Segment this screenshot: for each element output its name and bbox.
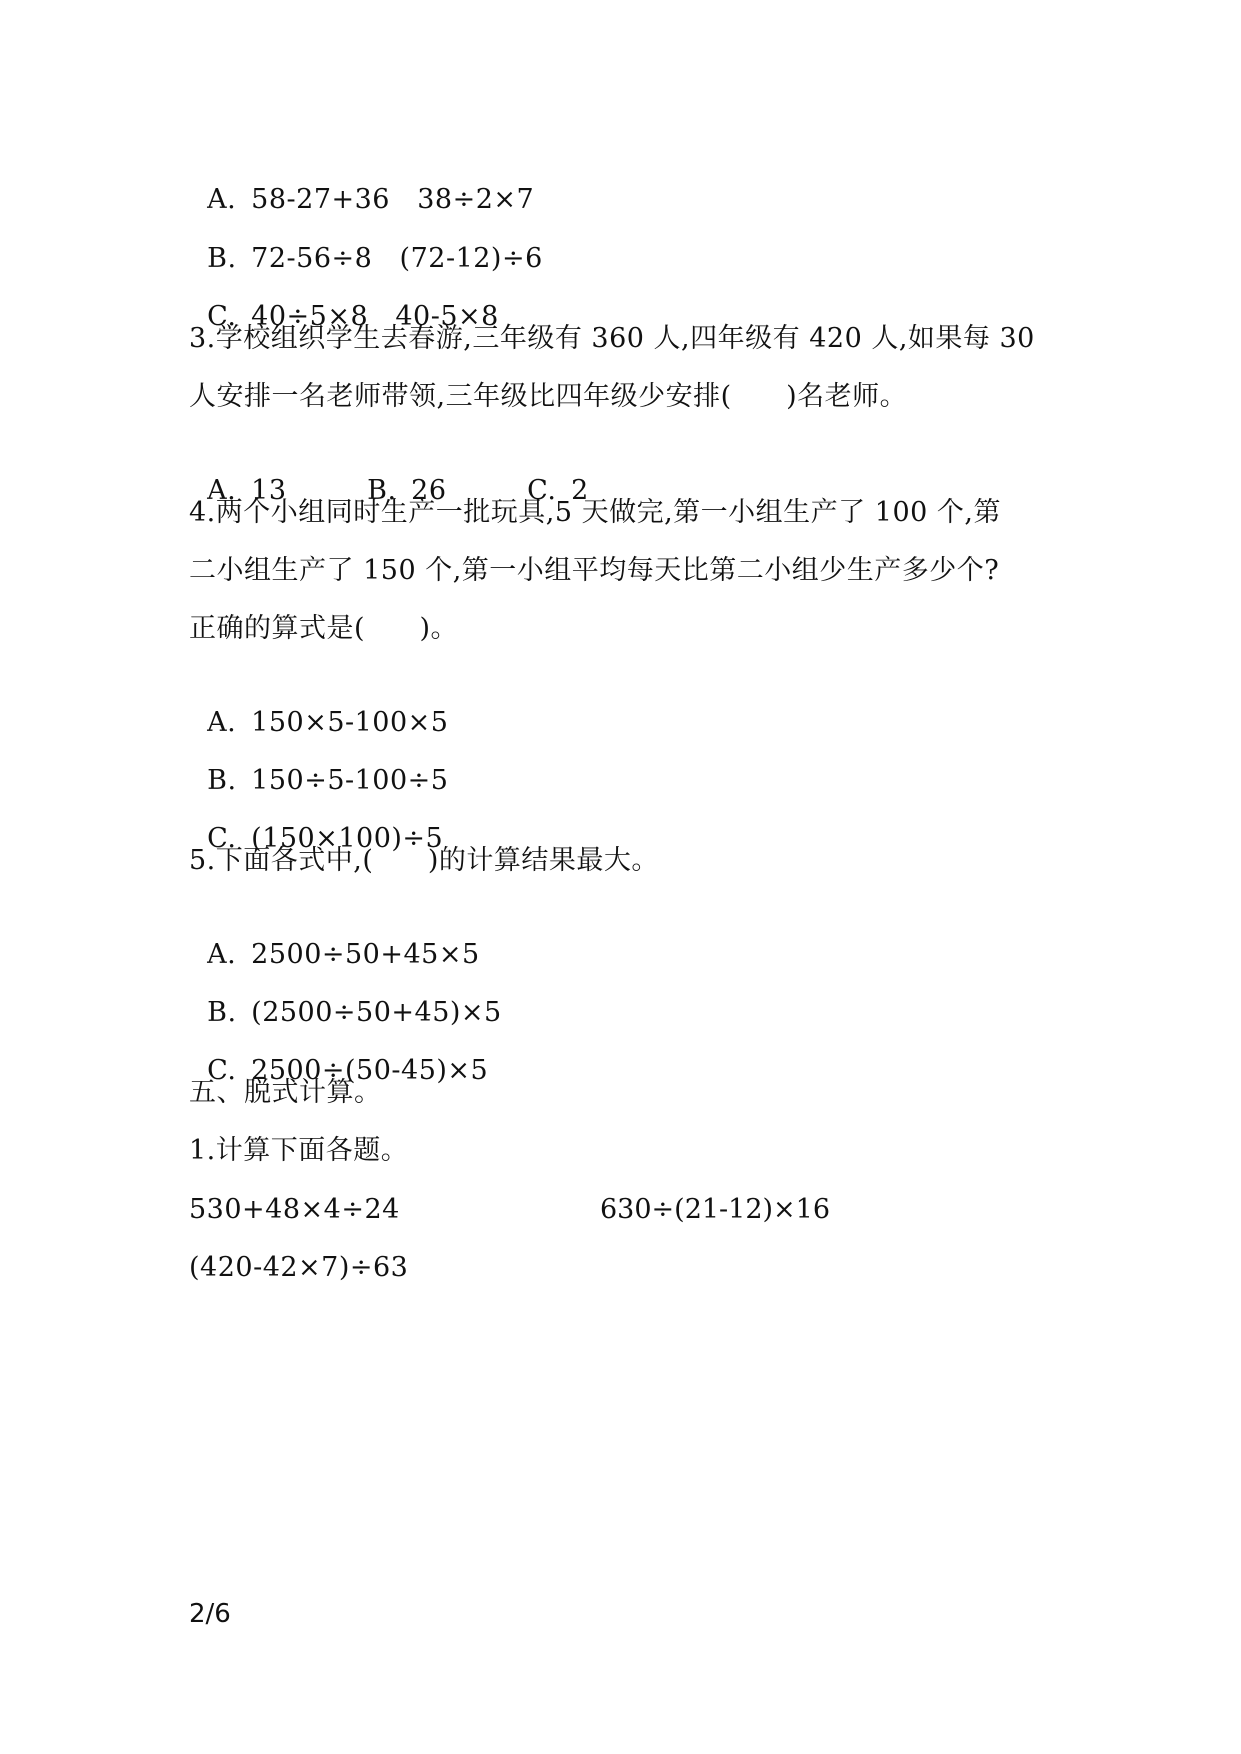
option-text: 13	[251, 475, 287, 506]
option-letter: C.	[527, 475, 557, 506]
option-text: (2500÷50+45)×5	[251, 997, 502, 1028]
option-letter: B.	[207, 765, 237, 796]
option-letter: C.	[207, 823, 237, 854]
option-text: 26	[411, 475, 447, 506]
option-letter: A.	[207, 184, 237, 215]
option-letter: B.	[207, 997, 237, 1028]
option-letter: A.	[207, 707, 237, 738]
q4-stem-line3: 正确的算式是( )。	[189, 613, 459, 644]
section-heading: 五、脱式计算。	[189, 1077, 382, 1108]
option-letter: B.	[207, 243, 237, 274]
option-text: 40÷5×8 40-5×8	[251, 301, 499, 332]
option-letter: A.	[207, 475, 237, 506]
option-text: 58-27+36 38÷2×7	[251, 184, 535, 215]
option-text: 2500÷(50-45)×5	[251, 1055, 489, 1086]
option-text: 150×5-100×5	[251, 707, 449, 738]
option-text: 2500÷50+45×5	[251, 939, 480, 970]
option-letter: C.	[207, 1055, 237, 1086]
option-letter: B.	[367, 475, 397, 506]
expression-2: 630÷(21-12)×16	[600, 1194, 831, 1225]
option-text: (150×100)÷5	[251, 823, 444, 854]
expression-1: 530+48×4÷24	[189, 1194, 400, 1225]
subquestion-heading: 1.计算下面各题。	[189, 1135, 409, 1166]
expression-3: (420-42×7)÷63	[189, 1252, 409, 1283]
page-number: 2/6	[189, 1599, 231, 1629]
q5-stem-line1: 5.下面各式中,( )的计算结果最大。	[189, 845, 659, 876]
option-text: 150÷5-100÷5	[251, 765, 449, 796]
option-text: 72-56÷8 (72-12)÷6	[251, 243, 543, 274]
q4-stem-line1: 4.两个小组同时生产一批玩具,5 天做完,第一小组生产了 100 个,第	[189, 497, 1001, 528]
q3-stem-line2: 人安排一名老师带领,三年级比四年级少安排( )名老师。	[189, 381, 908, 412]
option-letter: C.	[207, 301, 237, 332]
q4-stem-line2: 二小组生产了 150 个,第一小组平均每天比第二小组少生产多少个?	[189, 555, 1000, 586]
q3-stem-line1: 3.学校组织学生去春游,三年级有 360 人,四年级有 420 人,如果每 30	[189, 323, 1035, 354]
option-text: 2	[571, 475, 589, 506]
option-letter: A.	[207, 939, 237, 970]
